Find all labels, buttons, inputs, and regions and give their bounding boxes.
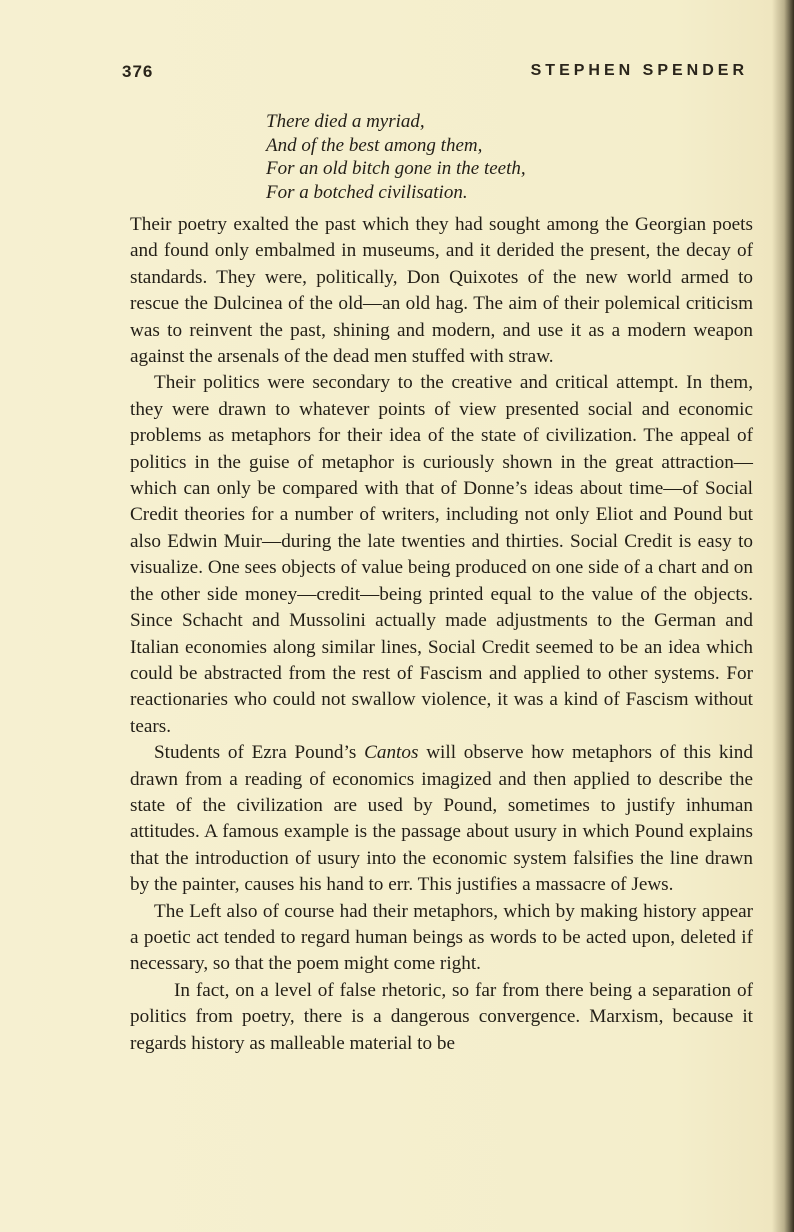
paragraph-5: In fact, on a level of false rhetoric, so far from there being a separation of politics from poetry, there is a dangerous convergence. Marxism, because it regards history as malleable material to be xyxy=(130,979,753,1054)
paragraph-3-rest: will observe how metaphors of this kind drawn from a reading of economics imagized and then applied to describe the state of the civilization are used by Pound, sometimes to justify inhuman attitudes. A famous example is the passage about usury in which Pound explains that the introduction of usury into the economic system falsifies the line drawn by the painter, causes his hand to err. This justifies a massacre of Jews. xyxy=(130,742,753,896)
page-gutter-shadow xyxy=(772,0,794,1232)
paragraph-3-lead: Students of Ezra Pound’s xyxy=(154,742,365,764)
paragraph-4: The Left also of course had their metaphors, which by making history appear a poetic act tended to regard human beings as words to be acted upon, deleted if necessary, so that the poem might come right. xyxy=(130,900,753,975)
verse-line: There died a myriad, xyxy=(266,111,425,132)
verse-line: For an old bitch gone in the teeth, xyxy=(266,158,526,179)
paragraph-2: Their politics were secondary to the creative and critical attempt. In them, they were drawn to whatever points of view presented social and economic problems as metaphors for their idea of the state of civilization. The appeal of politics in the guise of metaphor is curiously shown in the great attraction—which can only be compared with that of Donne’s ideas about time—of Social Credit theories for a number of writers, including not only Eliot and Pound but also Edwin Muir—during the late twenties and thirties. Social Credit is easy to visualize. One sees objects of value being produced on one side of a chart and on the other side money—credit—being printed equal to the value of the objects. Since Schacht and Mussolini actually made adjustments to the German and Italian economies along similar lines, Social Credit seemed to be an idea which could be abstracted from the rest of Fascism and applied to other systems. For reactionaries who could not swallow violence, it was a kind of Fascism without tears. xyxy=(130,372,753,737)
paragraph-1: Their poetry exalted the past which they had sought among the Georgian poets and found only embalmed in museums, and it derided the present, the decay of standards. They were, politically, Don Quixotes of the new world armed to rescue the Dulcinea of the old—an old hag. The aim of their polemical criticism was to reinvent the past, shining and modern, and use it as a modern weapon against the arsenals of the dead men stuffed with straw. xyxy=(130,214,753,368)
body-text xyxy=(130,212,753,1057)
verse-line: And of the best among them, xyxy=(266,134,483,156)
verse-quotation xyxy=(266,110,526,204)
page-number: 376 xyxy=(122,62,154,81)
cantos-title: Cantos xyxy=(364,742,419,764)
verse-line: For a botched civilisation. xyxy=(266,181,468,203)
paragraph-3 xyxy=(130,740,753,898)
running-head: STEPHEN SPENDER xyxy=(530,62,748,79)
